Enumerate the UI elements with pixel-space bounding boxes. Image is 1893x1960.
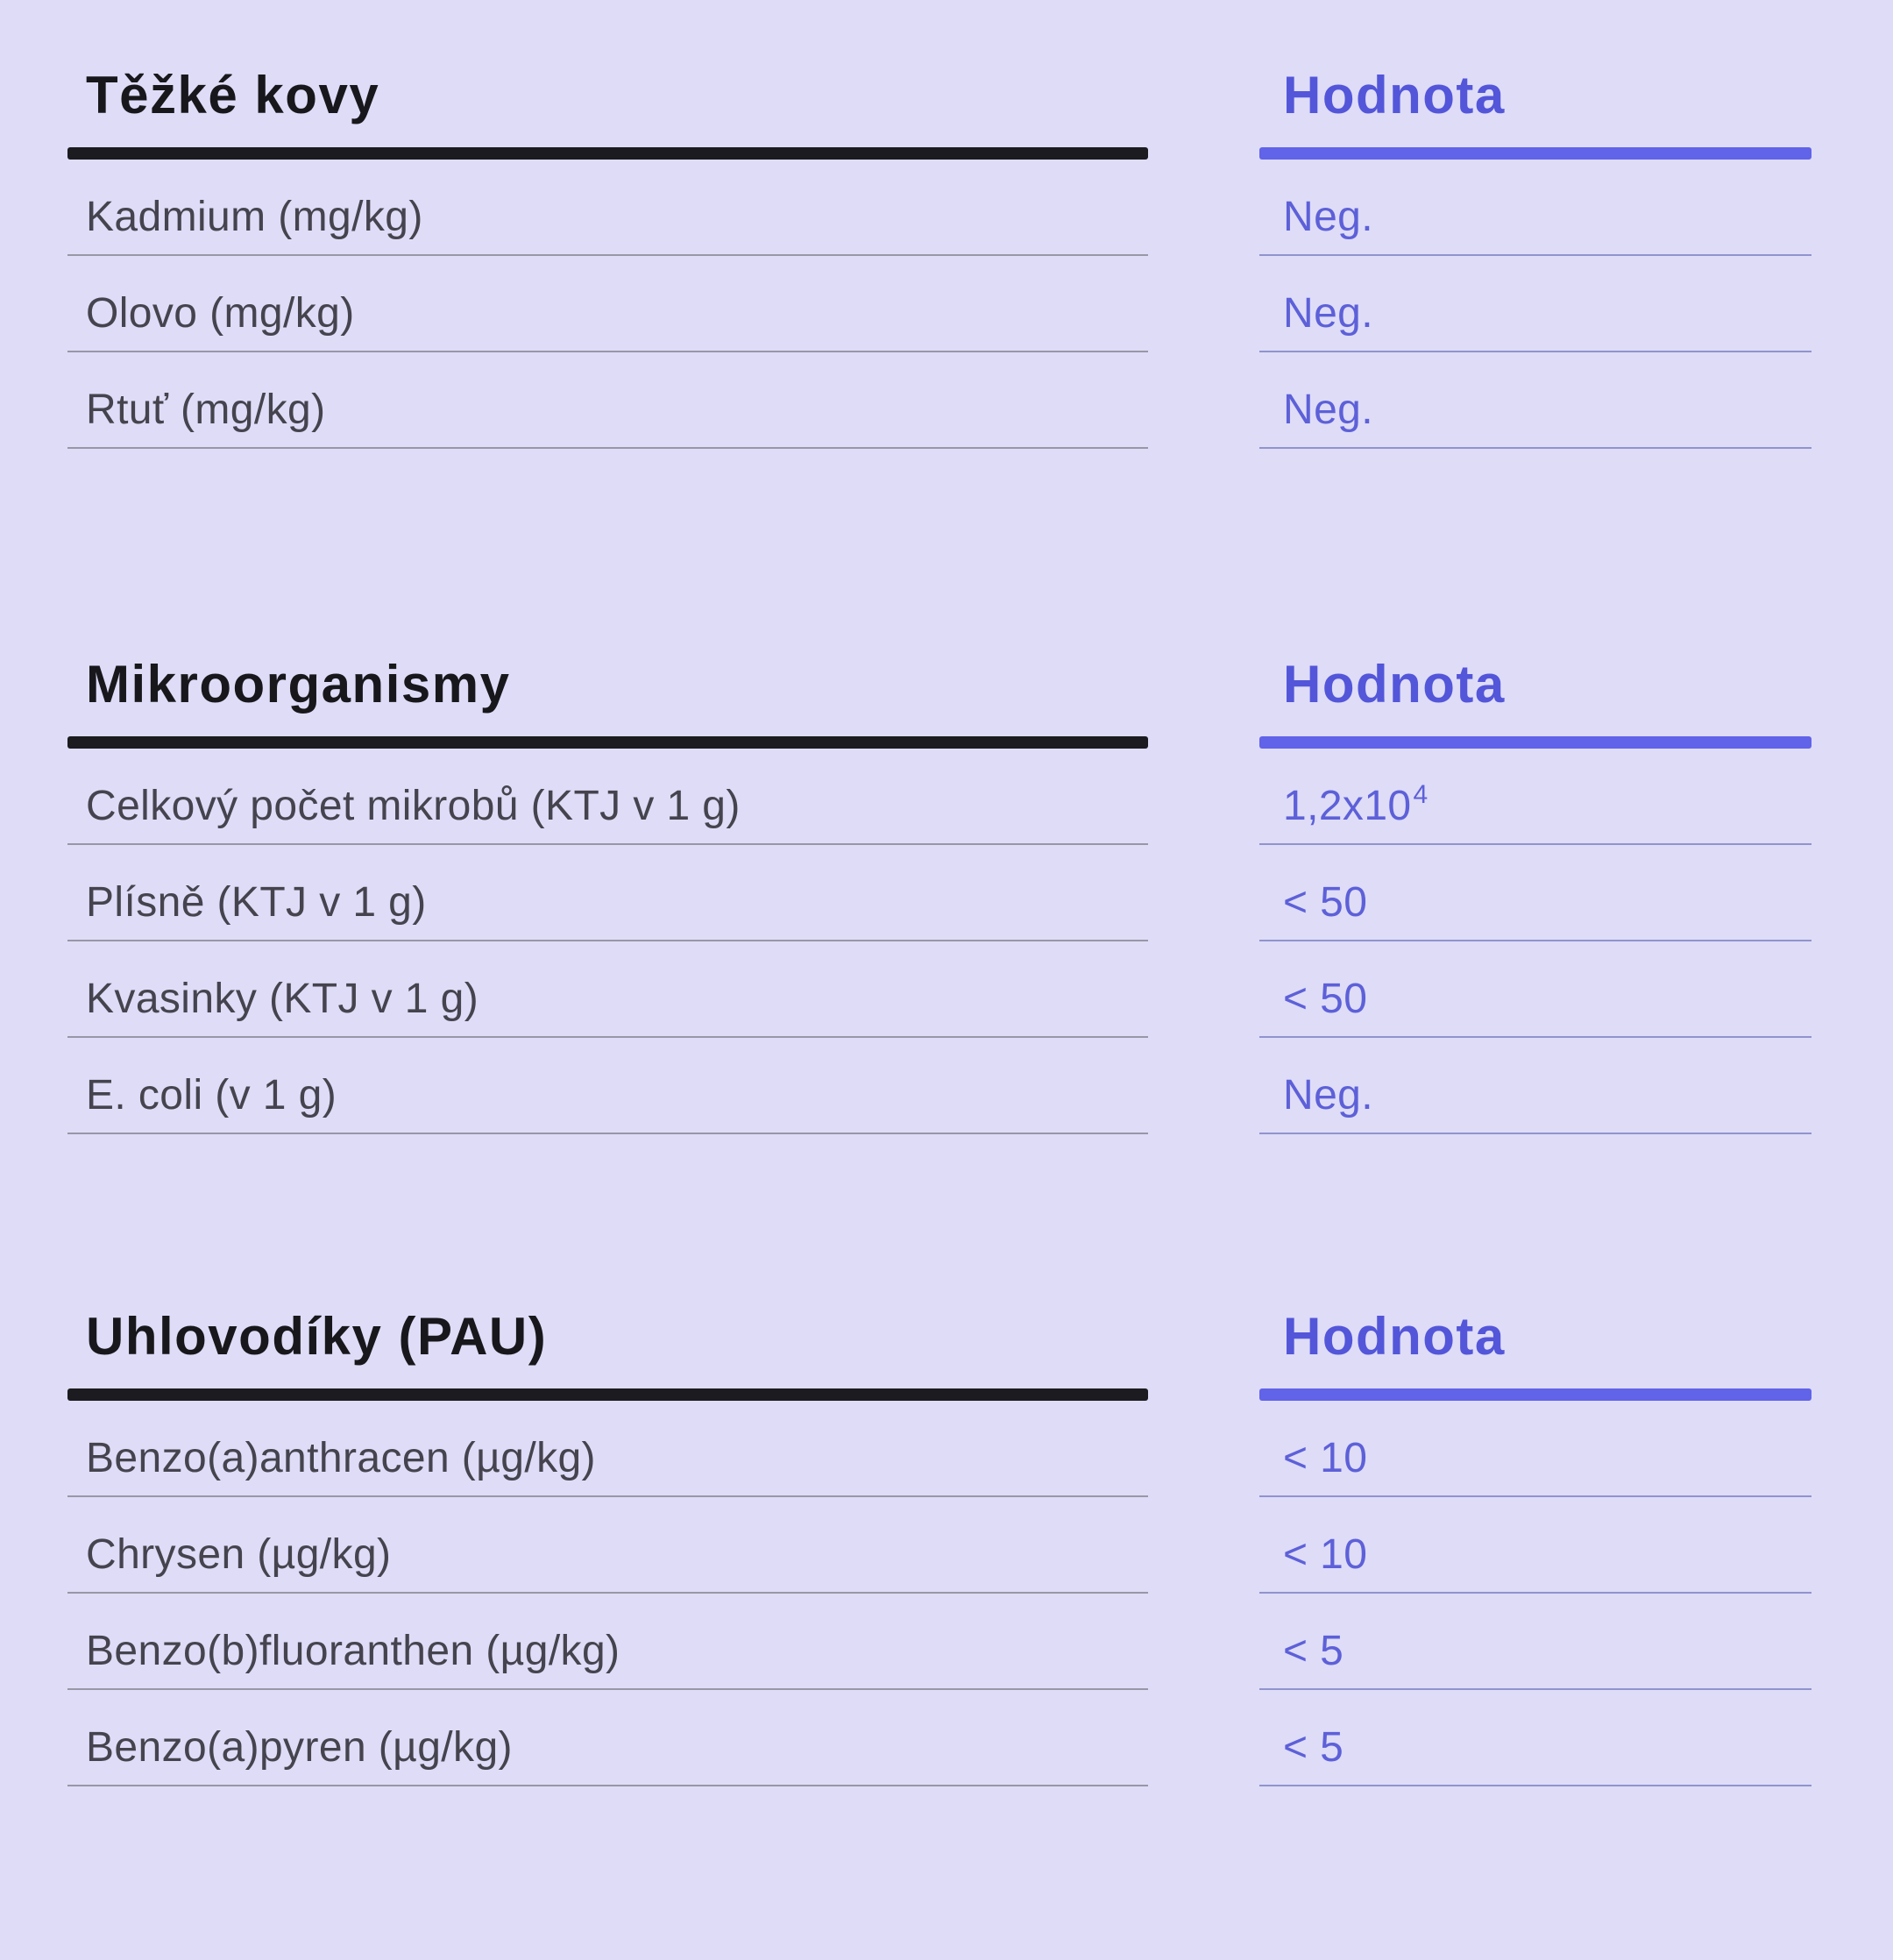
row-value: Neg. (1283, 1072, 1373, 1118)
table-row (1259, 941, 1811, 1038)
table-row (1259, 749, 1811, 845)
section-microorganisms (67, 656, 1811, 1134)
value-column-header: Hodnota (1283, 1307, 1506, 1366)
row-label: Benzo(b)fluoranthen (µg/kg) (86, 1628, 620, 1674)
section-title: Mikroorganismy (86, 655, 511, 714)
row-value: < 10 (1283, 1531, 1368, 1578)
row-value: < 5 (1283, 1628, 1344, 1674)
row-label: Kvasinky (KTJ v 1 g) (86, 976, 479, 1022)
header-rule-dark (67, 736, 1148, 749)
table-row (1259, 160, 1811, 256)
header-rule-accent (1259, 1388, 1811, 1401)
parameter-column (67, 67, 1148, 449)
value-column-header: Hodnota (1283, 66, 1506, 124)
row-value: < 5 (1283, 1724, 1344, 1771)
row-value: Neg. (1283, 387, 1373, 433)
table-row (67, 160, 1148, 256)
header-rule-dark (67, 1388, 1148, 1401)
header-rule-accent (1259, 736, 1811, 749)
row-label: Chrysen (µg/kg) (86, 1531, 392, 1578)
table-row (67, 1038, 1148, 1134)
row-label: Benzo(a)anthracen (µg/kg) (86, 1435, 596, 1481)
table-row (1259, 1401, 1811, 1497)
row-label: Plísně (KTJ v 1 g) (86, 879, 427, 926)
row-label: Rtuť (mg/kg) (86, 387, 326, 433)
value-column (1259, 67, 1811, 449)
table-row (1259, 1594, 1811, 1690)
section-title: Těžké kovy (86, 66, 380, 124)
row-value: Neg. (1283, 194, 1373, 240)
section-heavy-metals (67, 67, 1811, 449)
value-column (1259, 1308, 1811, 1786)
row-label: Benzo(a)pyren (µg/kg) (86, 1724, 513, 1771)
row-value: < 10 (1283, 1435, 1368, 1481)
table-row (67, 352, 1148, 449)
table-row (67, 1690, 1148, 1786)
row-label: E. coli (v 1 g) (86, 1072, 337, 1118)
table-row (67, 256, 1148, 352)
table-row (1259, 845, 1811, 941)
table-row (1259, 256, 1811, 352)
value-column (1259, 656, 1811, 1134)
section-title: Uhlovodíky (PAU) (86, 1307, 548, 1366)
table-row (67, 1401, 1148, 1497)
table-row (67, 1594, 1148, 1690)
value-column-header: Hodnota (1283, 655, 1506, 714)
row-value: 1,2x10 (1283, 783, 1412, 829)
table-row (67, 1497, 1148, 1594)
lab-results-page (0, 67, 1893, 1786)
table-row (67, 941, 1148, 1038)
header-rule-dark (67, 147, 1148, 160)
row-value: < 50 (1283, 879, 1368, 926)
parameter-column (67, 656, 1148, 1134)
parameter-column (67, 1308, 1148, 1786)
table-row (1259, 1497, 1811, 1594)
table-row (67, 749, 1148, 845)
table-row (1259, 1038, 1811, 1134)
row-value-superscript: 4 (1413, 780, 1429, 809)
row-value: Neg. (1283, 290, 1373, 337)
table-row (67, 845, 1148, 941)
row-value: < 50 (1283, 976, 1368, 1022)
table-row (1259, 352, 1811, 449)
row-label: Olovo (mg/kg) (86, 290, 355, 337)
row-label: Celkový počet mikrobů (KTJ v 1 g) (86, 783, 741, 829)
row-label: Kadmium (mg/kg) (86, 194, 423, 240)
header-rule-accent (1259, 147, 1811, 160)
table-row (1259, 1690, 1811, 1786)
section-hydrocarbons-pah (67, 1308, 1811, 1786)
